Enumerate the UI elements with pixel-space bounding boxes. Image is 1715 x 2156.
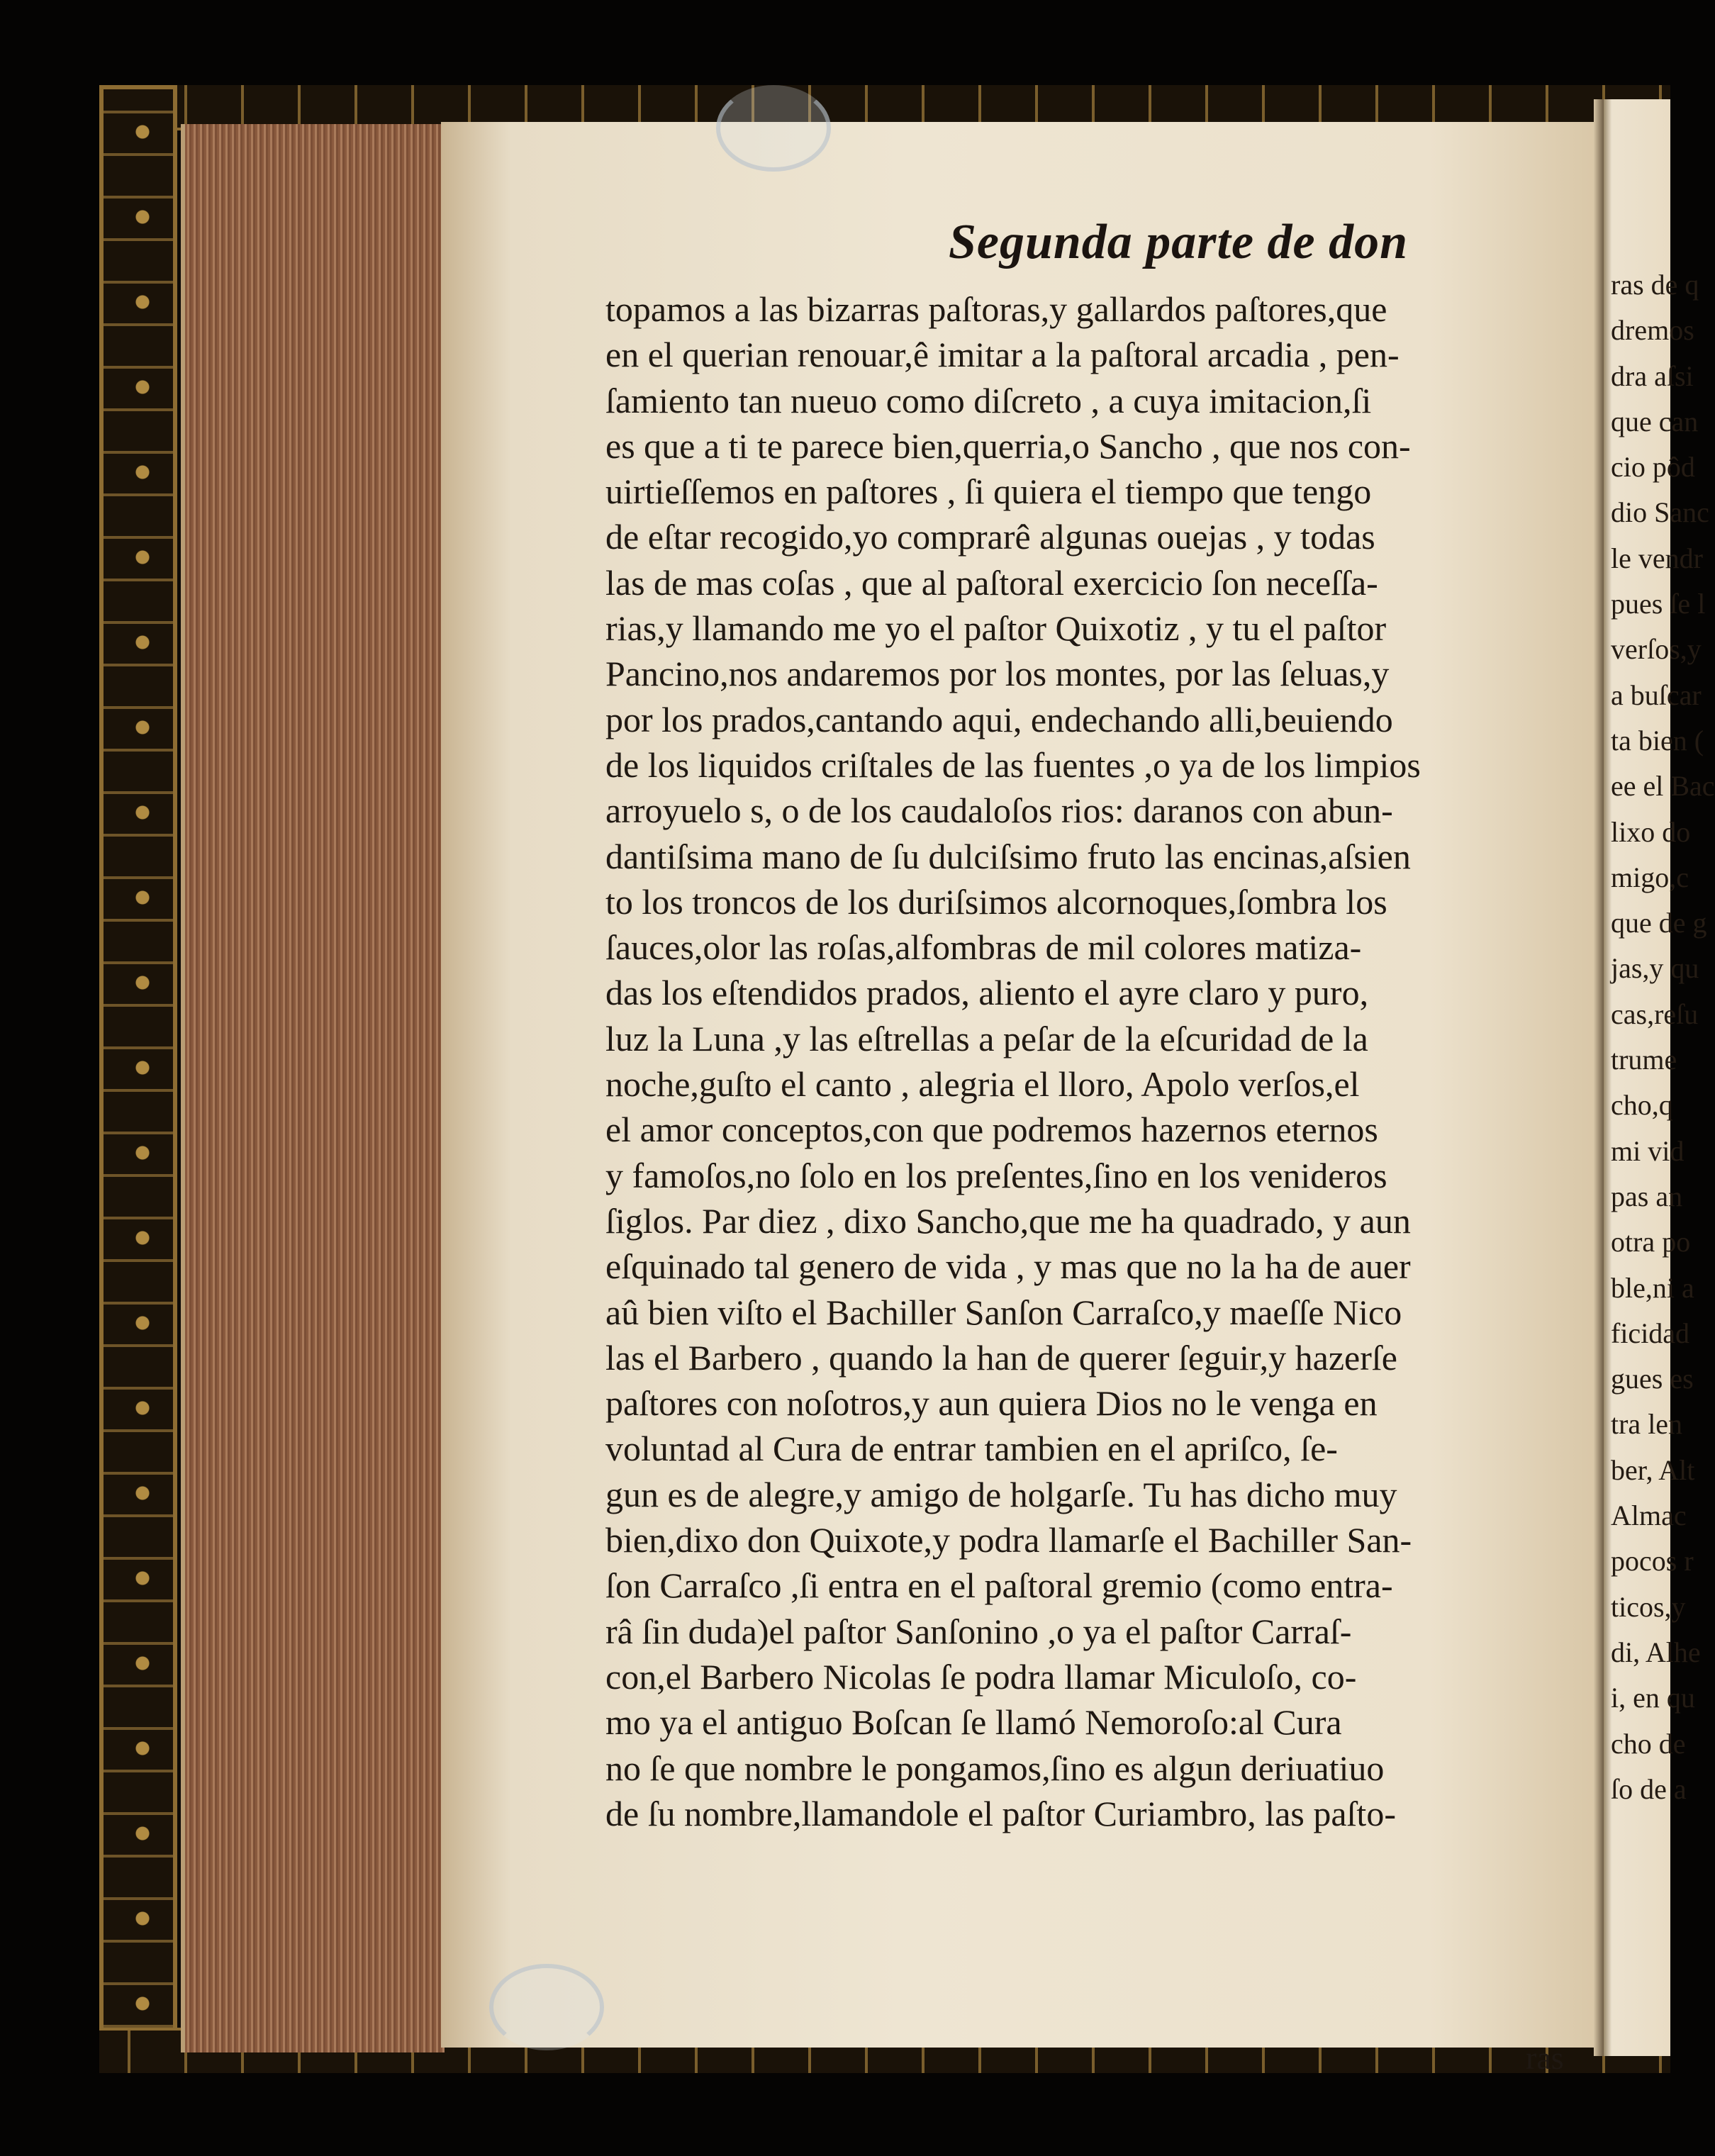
text-line: ſauces,olor las roſas,alfombras de mil colores matiza-: [605, 927, 1362, 968]
next-page-line: ee el Bac: [1611, 770, 1715, 803]
next-page-line: que can: [1611, 405, 1699, 437]
next-page-line: cio pôd: [1611, 451, 1695, 484]
next-page-line: otra po: [1611, 1226, 1691, 1258]
text-line: luz la Luna ,y las eſtrellas a peſar de la eſcuridad de la: [605, 1018, 1368, 1059]
text-line: en el querian renouar,ê imitar a la paſtoral arcadia , pen-: [605, 335, 1400, 375]
text-line: gun es de alegre,y amigo de holgarſe. Tu has dicho muy: [605, 1474, 1397, 1514]
text-line: Pancino,nos andaremos por los montes, por las ſeluas,y: [605, 654, 1390, 694]
text-line: aû bien viſto el Bachiller Sanſon Carraſco,y maeſſe Nico: [605, 1292, 1402, 1332]
clip-bottom: [489, 1964, 604, 2050]
next-page-line: ta bien (: [1611, 724, 1704, 756]
next-page-line: mi vid: [1611, 1134, 1685, 1167]
text-line: bien,dixo don Quixote,y podra llamarſe el Bachiller San-: [605, 1520, 1412, 1560]
page-edges-red: [181, 124, 445, 2052]
text-line: eſquinado tal genero de vida , y mas que no la ha de auer: [605, 1246, 1411, 1287]
text-line: con,el Barbero Nicolas ſe podra llamar Miculoſo, co-: [605, 1656, 1357, 1697]
text-line: noche,guſto el canto , alegria el lloro, Apolo verſos,el: [605, 1064, 1360, 1105]
next-page-line: cas,reſu: [1611, 998, 1699, 1030]
next-page-line: lixo do: [1611, 815, 1691, 848]
text-line: topamos a las bizarras paſtoras,y gallardos paſtores,que: [605, 289, 1387, 329]
running-head: Segunda parte de don: [948, 215, 1409, 269]
text-line: de los liquidos criſtales de las fuentes ,o ya de los limpios: [605, 744, 1421, 785]
next-page-line: ble,ni a: [1611, 1271, 1694, 1304]
next-page-line: ticos,y: [1611, 1590, 1686, 1623]
text-block: [605, 286, 1591, 1836]
next-page-line: pues ſe l: [1611, 588, 1706, 620]
text-line: das los eſtendidos prados, aliento el ayre claro y puro,: [605, 973, 1369, 1013]
next-page-line: i, en qu: [1611, 1682, 1695, 1714]
cover-tooled-border-left: [99, 85, 177, 2070]
next-page-line: dra aſsi: [1611, 359, 1694, 392]
text-line: el amor conceptos,con que podremos hazernos eternos: [605, 1110, 1378, 1150]
text-line: voluntad al Cura de entrar tambien en el apriſco, ſe-: [605, 1429, 1338, 1469]
text-line: y famoſos,no ſolo en los preſentes,ſino en los venideros: [605, 1155, 1387, 1195]
next-page-line: migo,c: [1611, 861, 1689, 893]
text-line: paſtores con noſotros,y aun quiera Dios no le venga en: [605, 1383, 1378, 1424]
text-line: de eſtar recogido,yo comprarê algunas ouejas , y todas: [605, 517, 1375, 557]
next-page-line: jas,y qu: [1611, 952, 1699, 985]
text-line: es que a ti te parece bien,querria,o Sancho , que nos con-: [605, 425, 1411, 466]
text-line: to los troncos de los duriſsimos alcornoques,ſombra los: [605, 881, 1387, 922]
next-page-line: que de g: [1611, 907, 1707, 939]
next-page-line: verſos,y: [1611, 633, 1702, 666]
right-page-edge: [1604, 99, 1715, 2056]
text-line: no ſe que nombre le pongamos,ſino es algun deriuatiuo: [605, 1748, 1385, 1788]
clip-top: [716, 85, 831, 172]
text-line: por los prados,cantando aqui, endechando alli,beuiendo: [605, 699, 1393, 739]
text-line: râ ſin duda)el paſtor Sanſonino ,o ya el paſtor Carraſ-: [605, 1611, 1352, 1651]
next-page-line: le vendr: [1611, 542, 1703, 574]
text-line: ſon Carraſco ,ſi entra en el paſtoral gremio (como entra-: [605, 1565, 1393, 1606]
next-page-line: cho,q: [1611, 1089, 1673, 1122]
next-page-line: ſo de a: [1611, 1772, 1687, 1805]
next-page-line: ber, Alt: [1611, 1453, 1695, 1486]
text-line: las de mas coſas , que al paſtoral exercicio ſon neceſſa-: [605, 562, 1378, 603]
next-page-line: pocos r: [1611, 1545, 1694, 1577]
next-page-line: a buſcar: [1611, 678, 1702, 711]
text-line: rias,y llamando me yo el paſtor Quixotiz , y tu el paſtor: [605, 608, 1387, 649]
text-line: dantiſsima mano de ſu dulciſsimo fruto las encinas,aſsien: [605, 836, 1411, 876]
next-page-line: gues es: [1611, 1363, 1694, 1395]
next-page-line: cho de: [1611, 1727, 1686, 1760]
next-page-line: trume: [1611, 1044, 1677, 1076]
text-line: mo ya el antiguo Boſcan ſe llamó Nemoroſo:al Cura: [605, 1702, 1342, 1743]
next-page-line: di, Alhe: [1611, 1636, 1701, 1668]
catchword: ras: [1526, 2040, 1564, 2076]
next-page-fragments: [1611, 262, 1715, 1812]
next-page-line: dremos: [1611, 314, 1694, 347]
next-page-line: pas an: [1611, 1180, 1683, 1212]
next-page-line: ras de q: [1611, 269, 1699, 301]
left-page: [441, 122, 1604, 2076]
next-page-line: Almac: [1611, 1499, 1687, 1532]
next-page-line: tra len: [1611, 1408, 1683, 1441]
next-page-line: dio Sanc: [1611, 496, 1709, 529]
text-line: arroyuelo s, o de los caudaloſos rios: daranos con abun-: [605, 791, 1393, 831]
text-line: ſiglos. Par diez , dixo Sancho,que me ha quadrado, y aun: [605, 1200, 1411, 1241]
text-line: de ſu nombre,llamandole el paſtor Curiambro, las paſto-: [605, 1793, 1396, 1833]
next-page-line: ficidad: [1611, 1317, 1690, 1349]
text-line: las el Barbero , quando la han de querer ſeguir,y hazerſe: [605, 1337, 1397, 1378]
text-line: uirtieſſemos en paſtores , ſi quiera el tiempo que tengo: [605, 471, 1372, 512]
text-line: ſamiento tan nueuo como diſcreto , a cuya imitacion,ſi: [605, 380, 1372, 420]
